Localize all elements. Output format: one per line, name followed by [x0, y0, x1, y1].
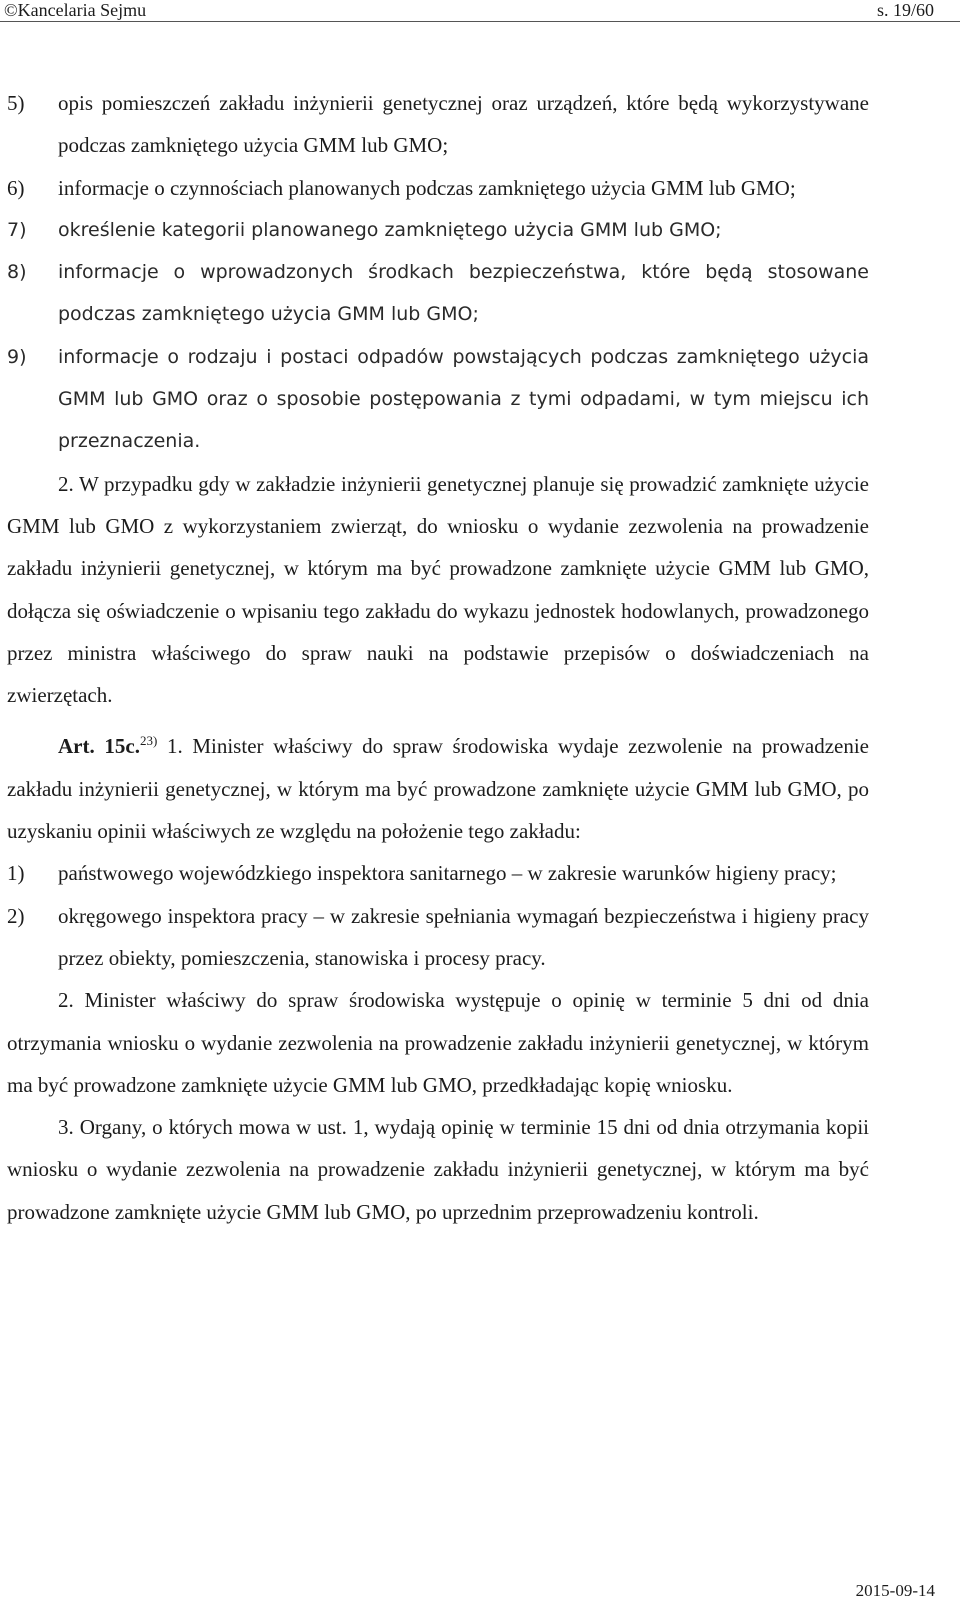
- list-item-number: 5): [7, 91, 25, 115]
- article-label: Art. 15c.$^{23)}$: [58, 733, 158, 759]
- footnote-ref: 23): [139, 733, 158, 749]
- paragraph-ust-3-art: 3. Organy, o których mowa w ust. 1, wydają opinię w terminie 15 dni od dnia otrzymania kopii wniosku o wydanie zezwolenia na prowadzenie zakładu inżynierii genetycznej, w którym ma być prowadzone zamknięte użycie GMM lub GMO, po uprzednim przeprowadzeniu kontroli.: [7, 1115, 869, 1224]
- page-number: s. 19/60: [876, 0, 934, 20]
- list-item-number: 8): [7, 261, 27, 284]
- list-item-number: 6): [7, 175, 25, 200]
- list-item-text: informacje o czynnościach planowanych podczas zamkniętego użycia GMM lub GMO;: [58, 175, 796, 200]
- page-header: [0, 0, 960, 22]
- article-text: 1. Minister właściwy do spraw środowiska wydaje zezwolenie na prowadzenie zakładu inżynierii genetycznej, w którym ma być prowadzone zamknięte użycie GMM lub GMO, po uzyskaniu opinii właściwych ze względu na położenie tego zakładu:: [7, 734, 869, 844]
- paragraph-ust-2-art: 2. Minister właściwy do spraw środowiska występuje o opinię w terminie 5 dni od dnia otrzymania wniosku o wydanie zezwolenia na prowadzenie zakładu inżynierii genetycznej, w którym ma być prowadzone zamknięte użycie GMM lub GMO, przedkładając kopię wniosku.: [7, 988, 869, 1097]
- list-item-number: 9): [7, 345, 27, 368]
- list-item-number: 7): [7, 218, 27, 241]
- list-item-text: określenie kategorii planowanego zamkniętego użycia GMM lub GMO;: [58, 218, 722, 241]
- list-item: [7, 82, 869, 167]
- list-item-text: informacje o rodzaju i postaci odpadów powstających podczas zamkniętego użycia GMM lub GMO oraz o sposobie postępowania z tymi odpadami, w tym miejscu ich przeznaczenia.: [58, 345, 869, 453]
- document-body: [7, 82, 869, 1233]
- list-item: [7, 251, 869, 336]
- list-item-number: 1): [7, 861, 25, 886]
- list-item: [7, 167, 869, 209]
- copyright-label: ©Kancelaria Sejmu: [4, 0, 147, 20]
- paragraph-ust-2: 2. W przypadku gdy w zakładzie inżynierii genetycznej planuje się prowadzić zamknięte użycie GMM lub GMO z wykorzystaniem zwierząt, do wniosku o wydanie zezwolenia na prowadzenie zakładu inżynierii genetycznej, w którym ma być prowadzone zamknięte użycie GMM lub GMO, dołącza się oświadczenie o wpisaniu tego zakładu do wykazu jednostek hodowlanych, prowadzonego przez ministra właściwego do spraw nauki na podstawie przepisów o doświadczeniach na zwierzętach.: [7, 471, 869, 708]
- article-paragraph: [7, 720, 869, 852]
- list-item-number: 2): [7, 903, 25, 928]
- footer-date: 2015-09-14: [855, 1581, 935, 1600]
- list-item: [7, 336, 869, 463]
- list-item-text: państwowego wojewódzkiego inspektora sanitarnego – w zakresie warunków higieny pracy;: [58, 861, 837, 886]
- list-item: [7, 209, 869, 251]
- list-item-text: informacje o wprowadzonych środkach bezpieczeństwa, które będą stosowane podczas zamkniętego użycia GMM lub GMO;: [58, 261, 869, 326]
- list-item: [7, 852, 869, 894]
- list-item-text: okręgowego inspektora pracy – w zakresie spełniania wymagań bezpieczeństwa i higieny pracy przez obiekty, pomieszczenia, stanowiska i procesy pracy.: [58, 903, 869, 970]
- list-item: [7, 895, 869, 980]
- header-divider: [0, 21, 960, 22]
- list-item-text: opis pomieszczeń zakładu inżynierii genetycznej oraz urządzeń, które będą wykorzystywane podczas zamkniętego użycia GMM lub GMO;: [58, 91, 869, 158]
